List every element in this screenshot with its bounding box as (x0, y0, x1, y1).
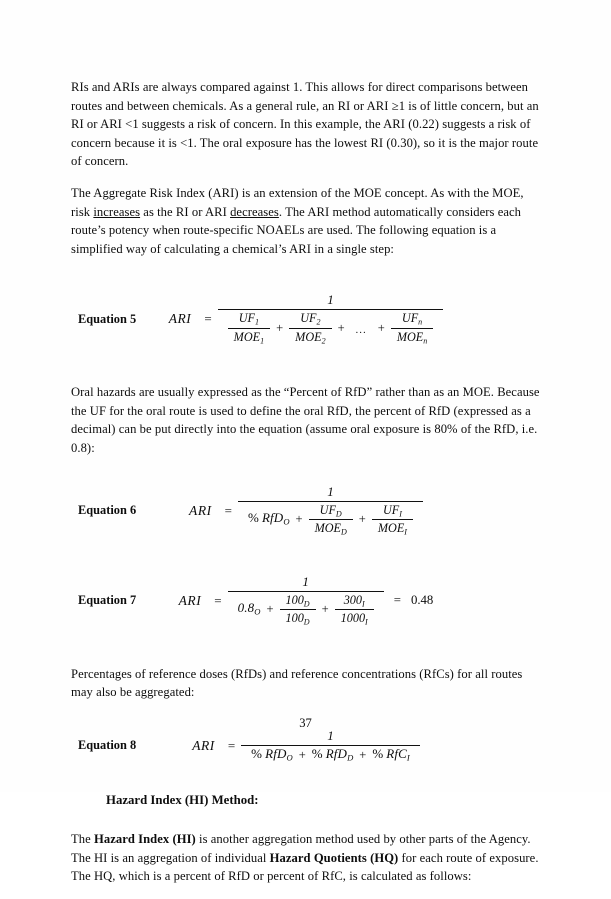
paragraph-aggregate-risk-index (71, 184, 541, 258)
paragraph-text-segment: is another aggregation method used by other parts of the Agency. The HI is an aggregation of individual (71, 831, 531, 865)
equation-6-term-inhalation (372, 503, 413, 537)
term-numerator (294, 311, 326, 328)
term-denominator-subscript: D (303, 617, 310, 627)
term-numerator (314, 503, 348, 520)
term-denominator-base: MOE (233, 329, 261, 344)
term-denominator-base: 1000 (340, 611, 366, 626)
term-numerator-base: UF (319, 502, 336, 517)
plus-sign: + (321, 602, 329, 617)
term-numerator (280, 593, 316, 610)
term-subscript: I (406, 752, 410, 763)
equation-8-block (71, 729, 541, 763)
term-numerator (233, 311, 265, 328)
equation-7-body (179, 575, 434, 627)
paragraph-percentages-reference-doses: Percentages of reference doses (RfDs) and reference concentrations (RfCs) for all routes may also be aggregated: (71, 666, 523, 700)
term-denominator (280, 609, 316, 627)
plus-sign: + (266, 602, 274, 617)
equation-8-percent-rfc-inhalation (372, 747, 409, 763)
equation-5-fraction (218, 293, 444, 345)
equation-6-denominator (238, 501, 423, 537)
rfd-subscript: O (283, 516, 290, 527)
paragraph-percent-of-rfd: Oral hazards are usually expressed as the “Percent of RfD” rather than as an MOE. Because the UF for the oral route is used to define the oral RfD, the percent of RfD (expressed as a decimal) can be put directly into the equation (assume oral exposure is 80% of the RfD, i.e. 0.8): (71, 385, 540, 456)
spacer (71, 271, 541, 293)
equation-6-body (189, 485, 423, 537)
equation-6-numerator: 1 (327, 483, 334, 499)
term-denominator (228, 328, 270, 346)
equation-5-term-n (391, 311, 433, 345)
oral-subscript: O (254, 606, 261, 617)
equation-7-lhs: ARI (178, 592, 202, 608)
equation-7-oral-value (238, 601, 261, 617)
equation-8-fraction (241, 729, 420, 763)
spacer (71, 471, 541, 485)
equation-7-denominator (228, 591, 384, 627)
equation-6-denominator-row (248, 503, 413, 537)
term-numerator (338, 593, 371, 610)
equation-6-lhs: ARI (189, 502, 212, 518)
equation-7-block (71, 575, 541, 627)
percent-sign: % (311, 745, 323, 761)
spacer (71, 627, 541, 665)
term-denominator-subscript: 1 (260, 336, 265, 346)
equation-8-denominator-row (251, 747, 410, 763)
term-denominator (289, 328, 331, 346)
paragraph-text-segment: . The ARI method automatically considers each route’s potency when route-specific NOAELs are used. The following equation is a simplified way of calculating a chemical’s ARI in a single step: (71, 204, 522, 256)
term-denominator-subscript: D (340, 527, 347, 537)
equation-6-block (71, 485, 541, 537)
term-numerator-subscript: D (335, 508, 342, 518)
paragraph-text-segment: The (71, 831, 94, 846)
plus-sign: + (295, 512, 303, 527)
term-numerator-subscript: 1 (255, 317, 260, 327)
equation-7-fraction (228, 575, 384, 627)
percent-sign: % (251, 745, 263, 761)
equation-5-label: Equation 5 (78, 311, 137, 326)
term-base: RfD (265, 745, 287, 761)
equals-sign: = (224, 502, 232, 518)
plus-sign: + (298, 747, 306, 762)
section-heading-hazard-index: Hazard Index (HI) Method: (106, 792, 259, 807)
term-subscript: O (286, 752, 293, 763)
equation-8-label: Equation 8 (78, 738, 137, 753)
term-numerator-base: UF (401, 311, 419, 326)
term-numerator-base: 300 (343, 592, 362, 607)
percent-sign: % (248, 510, 259, 526)
term-denominator-subscript: I (365, 617, 368, 627)
equation-8-body (192, 729, 420, 763)
term-denominator (391, 328, 433, 346)
equation-6-fraction (238, 485, 423, 537)
term-numerator-subscript: I (399, 508, 402, 518)
term-numerator-base: 100 (285, 592, 304, 607)
page-content (71, 78, 541, 899)
plus-sign: + (337, 321, 345, 336)
term-hazard-quotients: Hazard Quotients (HQ) (269, 850, 399, 865)
term-denominator-subscript: n (423, 336, 428, 346)
term-numerator-subscript: I (361, 598, 365, 608)
equation-8-percent-rfd-dermal (312, 747, 354, 763)
term-subscript: D (347, 752, 354, 763)
term-base: RfC (386, 745, 407, 761)
term-denominator (309, 519, 353, 537)
plus-sign: + (276, 321, 284, 336)
equation-7-result-equals: = (393, 593, 401, 608)
term-numerator-base: UF (382, 502, 400, 517)
equation-5-term-2 (289, 311, 331, 345)
equation-6-percent-rfd-oral (248, 511, 290, 527)
equation-5-lhs: ARI (168, 311, 192, 327)
rfd-base: RfD (261, 510, 284, 526)
term-denominator (372, 519, 413, 537)
equation-5-denominator-row (228, 311, 434, 345)
term-denominator-base: MOE (314, 521, 341, 536)
equation-7-label: Equation 7 (78, 593, 137, 608)
term-denominator-base: 100 (285, 611, 304, 626)
paragraph-text-segment: for each route of exposure. The HQ, which is a percent of RfD or percent of RfC, is calculated as follows: (71, 850, 539, 884)
equation-8-percent-rfd-oral (251, 747, 293, 763)
term-numerator-subscript: 2 (316, 317, 321, 327)
plus-sign: + (359, 747, 367, 762)
paragraph-hazard-index-description (71, 830, 541, 886)
equals-sign: = (204, 311, 212, 327)
equation-8-lhs: ARI (192, 737, 215, 753)
paragraph-ri-ari-comparison: RIs and ARIs are always compared against 1. This allows for direct comparisons between routes and between chemicals. As a general rule, an RI or ARI ≥1 is of little concern, but an RI or ARI <1 suggests a risk of concern. In this example, the ARI (0.22) suggests a risk of concern because it is <1. The oral exposure has the lowest RI (0.30), so it is the major route of concern. (71, 80, 539, 169)
equation-7-term-inhalation (335, 593, 374, 627)
emphasis-increases: increases (93, 204, 141, 219)
plus-sign: + (358, 512, 366, 527)
term-numerator (396, 311, 428, 328)
term-denominator-base: MOE (396, 329, 424, 344)
emphasis-decreases: decreases (230, 204, 279, 219)
equation-6-label: Equation 6 (78, 503, 137, 518)
ellipsis: ... (355, 324, 367, 336)
equation-6-term-dermal (309, 503, 353, 537)
term-numerator-base: UF (238, 311, 255, 326)
percent-sign: % (372, 745, 384, 761)
paragraph-text-segment: as the RI or ARI (140, 204, 231, 219)
oral-base: 0.8 (237, 600, 255, 616)
equation-5-block (71, 293, 541, 345)
spacer (71, 808, 541, 830)
spacer (71, 763, 541, 793)
paragraph-text-segment: The Aggregate Risk Index (ARI) is an extension of the MOE concept. As with the MOE, risk (71, 185, 524, 219)
term-numerator (377, 503, 408, 520)
term-numerator-subscript: D (303, 598, 310, 608)
term-hazard-index: Hazard Index (HI) (93, 831, 196, 846)
equation-7-term-dermal (280, 593, 316, 627)
term-numerator-base: UF (300, 311, 317, 326)
term-denominator-base: MOE (295, 329, 322, 344)
term-denominator-base: MOE (377, 521, 405, 536)
spacer (71, 345, 541, 383)
equation-5-term-1 (228, 311, 270, 345)
term-denominator (335, 609, 374, 627)
equation-7-result-value: 0.48 (410, 593, 434, 608)
equation-5-denominator (218, 309, 444, 345)
equals-sign: = (227, 737, 236, 753)
term-denominator-subscript: I (404, 527, 407, 537)
plus-sign: + (377, 321, 385, 336)
page-number: 37 (299, 716, 312, 730)
equation-5-body (169, 293, 444, 345)
equation-8-denominator (241, 745, 420, 763)
equation-8-numerator: 1 (327, 727, 334, 743)
equation-5-numerator: 1 (327, 292, 334, 308)
spacer (71, 537, 541, 575)
term-numerator-subscript: n (418, 317, 423, 327)
term-denominator-subscript: 2 (321, 336, 326, 346)
term-base: RfD (325, 745, 348, 761)
equation-7-denominator-row (238, 593, 374, 627)
equals-sign: = (214, 592, 222, 608)
equation-7-numerator: 1 (302, 573, 309, 589)
